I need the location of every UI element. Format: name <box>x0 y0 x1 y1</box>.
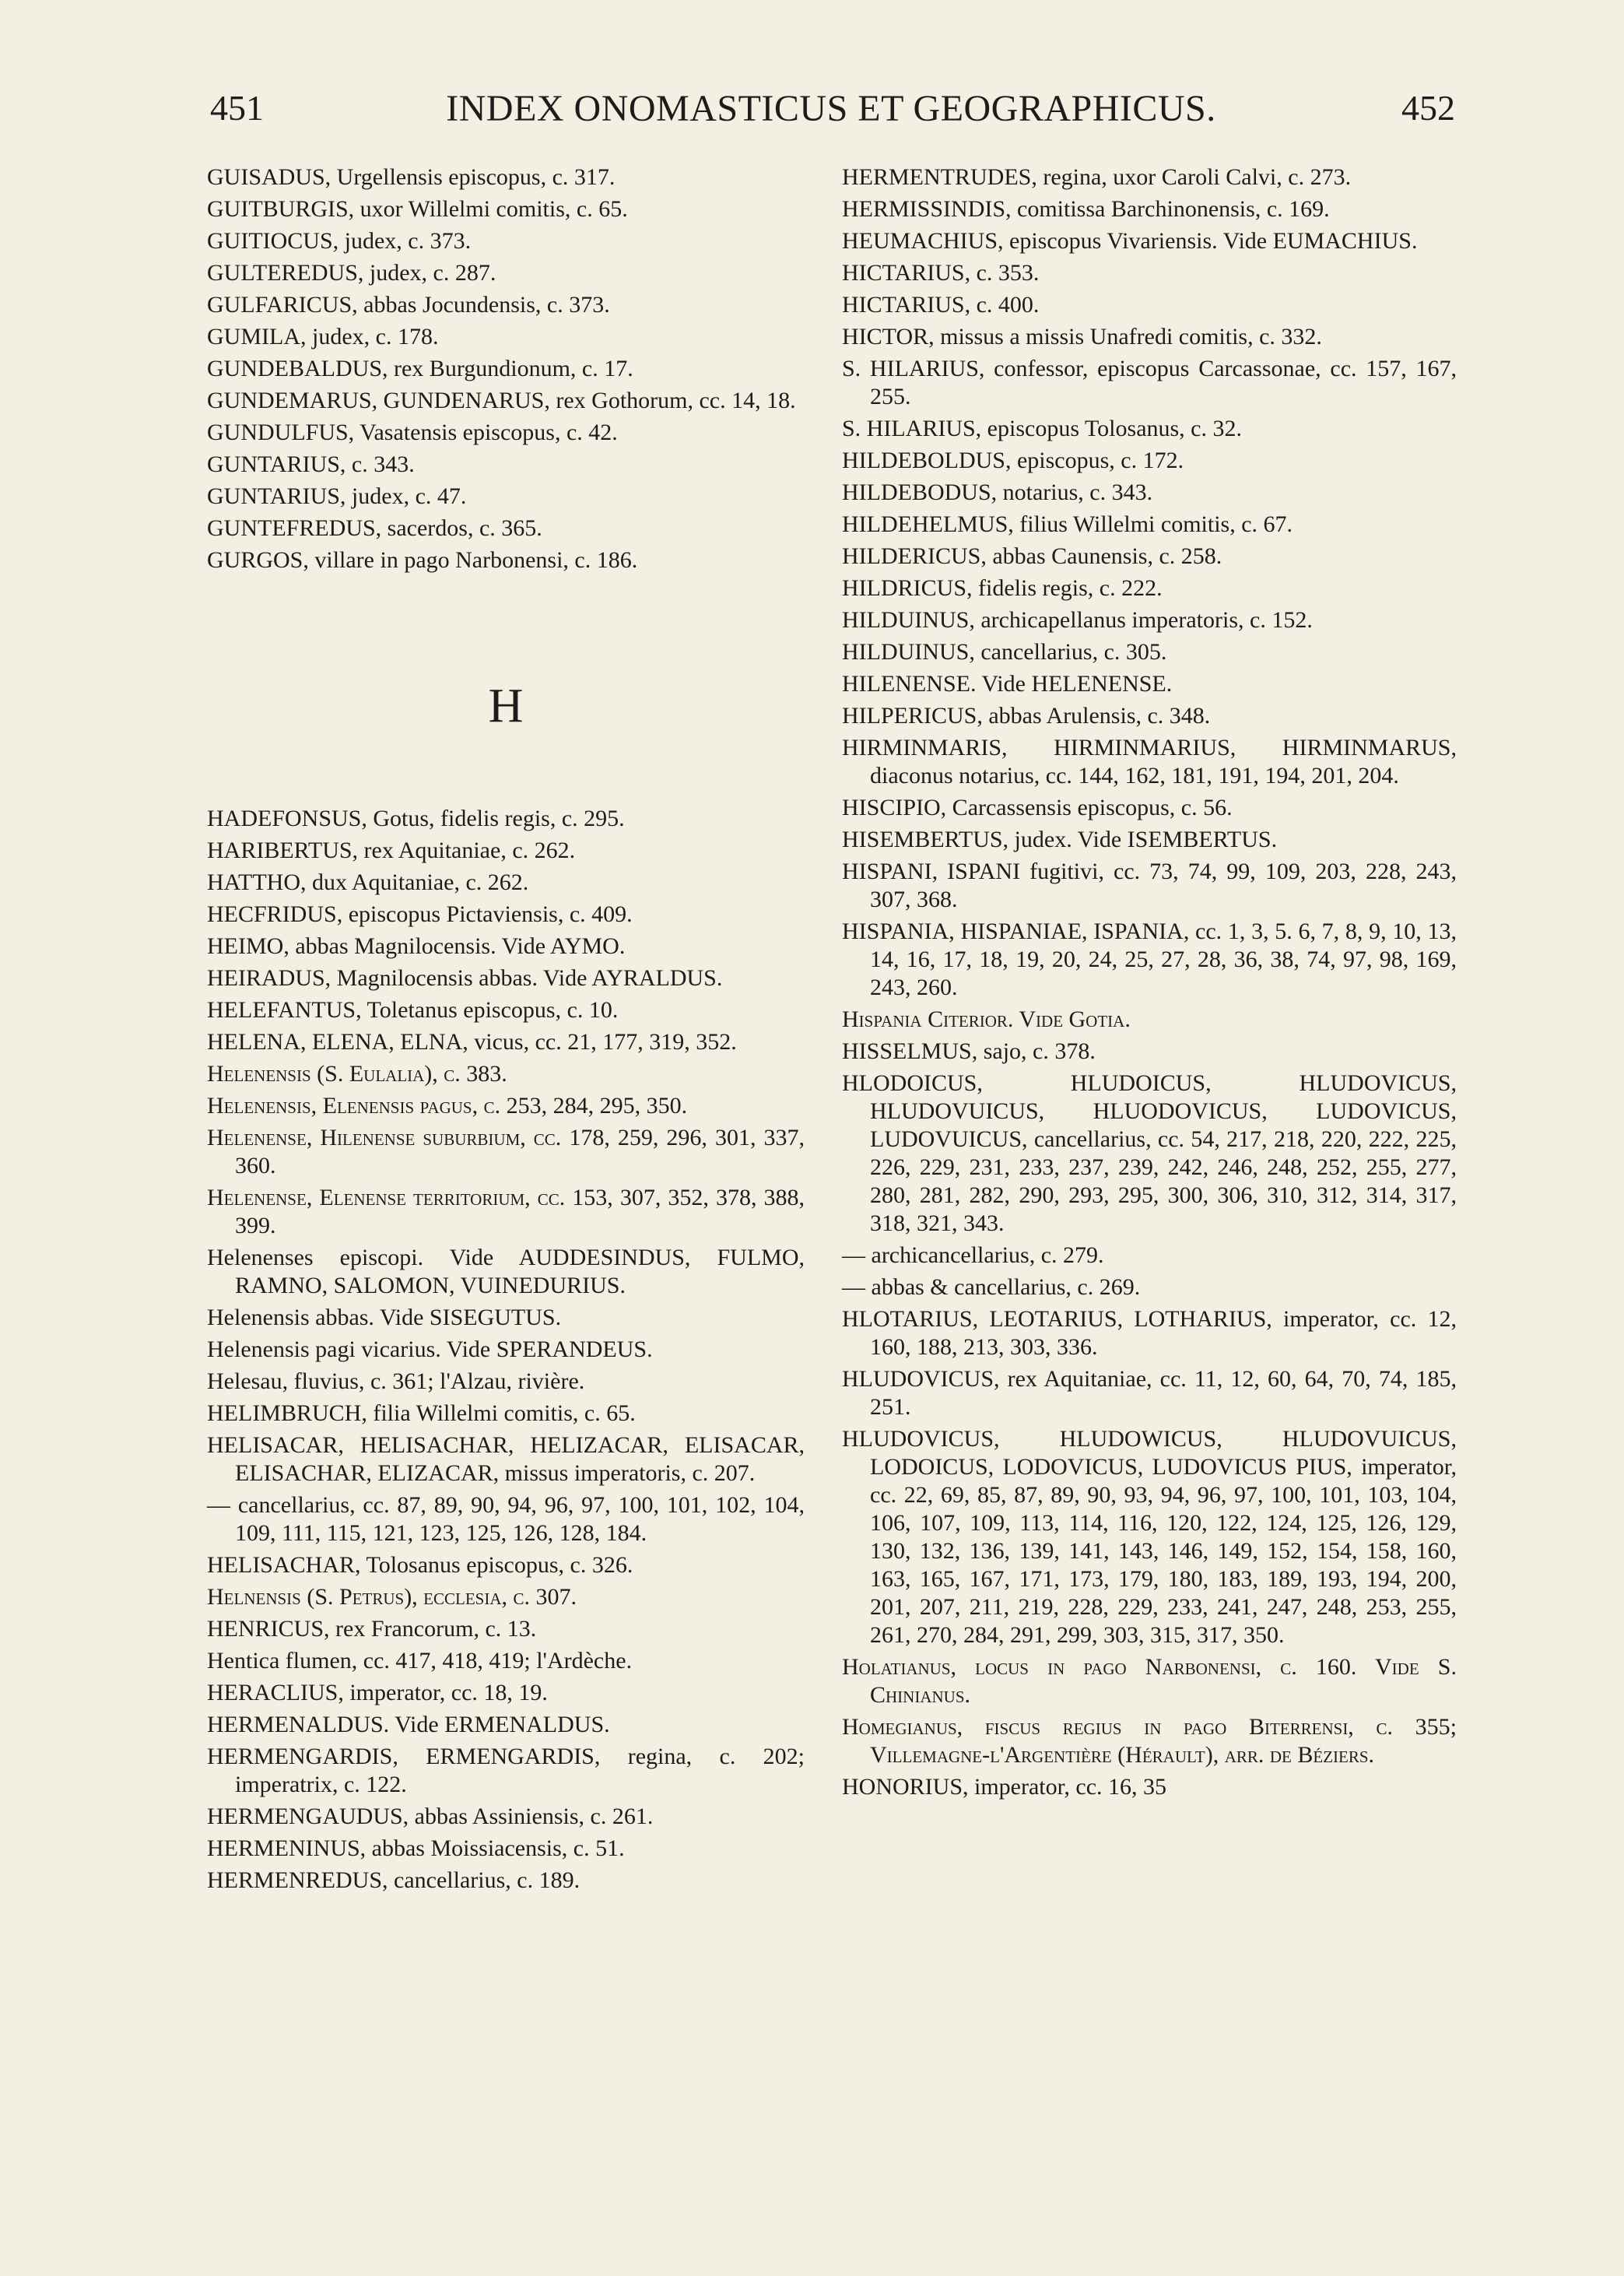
index-entry: GUNDEMARUS, GUNDENARUS, rex Gothorum, cc. 14, 18. <box>207 388 796 413</box>
left-column <box>207 163 805 1898</box>
page-number-right: 452 <box>1401 88 1455 128</box>
page-header <box>204 87 1458 134</box>
index-entry: GUNTARIUS, judex, c. 47. <box>207 483 467 509</box>
index-entry: HICTARIUS, c. 353. <box>842 260 1040 286</box>
index-entry: HELISACHAR, Tolosanus episcopus, c. 326. <box>207 1552 633 1578</box>
index-entry: HERMENTRUDES, regina, uxor Caroli Calvi, c. 273. <box>842 164 1352 190</box>
index-entry: S. HILARIUS, episcopus Tolosanus, c. 32. <box>842 416 1242 441</box>
index-entry: Helesau, fluvius, c. 361; l'Alzau, rivière. <box>207 1368 585 1394</box>
index-entry: HILPERICUS, abbas Arulensis, c. 348. <box>842 703 1211 729</box>
index-entry: HILENENSE. Vide HELENENSE. <box>842 671 1173 697</box>
index-entry: HECFRIDUS, episcopus Pictaviensis, c. 409. <box>207 901 633 927</box>
index-entry: HERMENREDUS, cancellarius, c. 189. <box>207 1867 581 1893</box>
index-entry: GUISADUS, Urgellensis episcopus, c. 317. <box>207 164 616 190</box>
index-entry: — abbas & cancellarius, c. 269. <box>842 1274 1141 1300</box>
index-entry: HILDUINUS, archicapellanus imperatoris, c. 152. <box>842 607 1313 633</box>
index-entry: Helenensis (S. Eulalia), c. 383. <box>207 1061 507 1087</box>
index-entry: HATTHO, dux Aquitaniae, c. 262. <box>207 869 529 895</box>
index-entry: Helenense, Elenense territorium, cc. 153, 307, 352, 378, 388, 399. <box>207 1185 805 1238</box>
index-entry: HERACLIUS, imperator, cc. 18, 19. <box>207 1680 548 1705</box>
index-entry: Hentica flumen, cc. 417, 418, 419; l'Ardèche. <box>207 1648 633 1674</box>
index-entry: HISSELMUS, sajo, c. 378. <box>842 1038 1096 1064</box>
index-entry: Helenensis, Elenensis pagus, c. 253, 284, 295, 350. <box>207 1093 688 1119</box>
page-number-left: 451 <box>210 88 264 128</box>
index-entry: HILDEBOLDUS, episcopus, c. 172. <box>842 448 1184 473</box>
index-entry: Helenense, Hilenense suburbium, cc. 178, 259, 296, 301, 337, 360. <box>207 1125 805 1178</box>
index-entry: — cancellarius, cc. 87, 89, 90, 94, 96, 97, 100, 101, 102, 104, 109, 111, 115, 121, 123, 125, 126, 128, 184. <box>207 1492 805 1546</box>
index-entry: — archicancellarius, c. 279. <box>842 1242 1104 1268</box>
index-entry: HERMENGARDIS, ERMENGARDIS, regina, c. 202; imperatrix, c. 122. <box>207 1744 805 1797</box>
index-entry: HISCIPIO, Carcassensis episcopus, c. 56. <box>842 795 1233 820</box>
index-entry: GUNDEBALDUS, rex Burgundionum, c. 17. <box>207 356 633 381</box>
index-entry: Helenensis abbas. Vide SISEGUTUS. <box>207 1305 562 1330</box>
index-entry: GUITIOCUS, judex, c. 373. <box>207 228 472 254</box>
index-entry: HERMENGAUDUS, abbas Assiniensis, c. 261. <box>207 1804 654 1829</box>
index-entry: HELIMBRUCH, filia Willelmi comitis, c. 65. <box>207 1400 636 1426</box>
index-entry: HELISACAR, HELISACHAR, HELIZACAR, ELISACAR, ELISACHAR, ELIZACAR, missus imperatoris, c. 207. <box>207 1432 805 1486</box>
index-entry: HEIRADUS, Magnilocensis abbas. Vide AYRALDUS. <box>207 965 723 991</box>
index-entry: GUMILA, judex, c. 178. <box>207 324 439 349</box>
index-entry: HISPANI, ISPANI fugitivi, cc. 73, 74, 99, 109, 203, 228, 243, 307, 368. <box>842 859 1457 912</box>
index-entry: HARIBERTUS, rex Aquitaniae, c. 262. <box>207 838 576 863</box>
index-entry: HILDERICUS, abbas Caunensis, c. 258. <box>842 543 1222 569</box>
index-entry: HELEFANTUS, Toletanus episcopus, c. 10. <box>207 997 619 1023</box>
index-entry: HLUDOVICUS, HLUDOWICUS, HLUDOVUICUS, LODOICUS, LODOVICUS, LUDOVICUS PIUS, imperator, cc. 22, 69, 85, 87, 89, 90, 93, 94, 96, 97, 100, 101, 103, 104, 106, 107, 109, 113, 114, 116, 120, 122, 124, 125, 126, 129, 130, 132, 136, 139, 141, 143, 146, 149, 152, 154, 158, 160, 163, 165, 167, 171, 173, 179, 180, 183, 189, 193, 194, 200, 201, 207, 211, 219, 228, 229, 233, 241, 247, 248, 253, 255, 261, 270, 284, 291, 299, 303, 315, 317, 350. <box>842 1426 1457 1648</box>
index-entry: HILDEBODUS, notarius, c. 343. <box>842 479 1153 505</box>
index-entry: HENRICUS, rex Francorum, c. 13. <box>207 1616 537 1642</box>
index-entry: HILDUINUS, cancellarius, c. 305. <box>842 639 1167 665</box>
index-entry: HLOTARIUS, LEOTARIUS, LOTHARIUS, imperator, cc. 12, 160, 188, 213, 303, 336. <box>842 1306 1457 1360</box>
index-entry: GULFARICUS, abbas Jocundensis, c. 373. <box>207 292 610 318</box>
index-entry: HONORIUS, imperator, cc. 16, 35 <box>842 1774 1167 1800</box>
index-entry: GURGOS, villare in pago Narbonensi, c. 186. <box>207 547 638 573</box>
index-entry: HISEMBERTUS, judex. Vide ISEMBERTUS. <box>842 827 1278 852</box>
index-entry: GULTEREDUS, judex, c. 287. <box>207 260 496 286</box>
index-entry: HEUMACHIUS, episcopus Vivariensis. Vide EUMACHIUS. <box>842 228 1418 254</box>
index-entry: S. HILARIUS, confessor, episcopus Carcassonae, cc. 157, 167, 255. <box>842 356 1457 409</box>
right-column <box>842 163 1457 1805</box>
index-entry: HILDEHELMUS, filius Willelmi comitis, c. 67. <box>842 511 1293 537</box>
index-entry: HISPANIA, HISPANIAE, ISPANIA, cc. 1, 3, 5. 6, 7, 8, 9, 10, 13, 14, 16, 17, 18, 19, 20, 24, 25, 27, 28, 36, 38, 74, 97, 98, 169, 243, 260. <box>842 918 1457 1000</box>
index-entry: HELENA, ELENA, ELNA, vicus, cc. 21, 177, 319, 352. <box>207 1029 737 1055</box>
index-entry: GUNTARIUS, c. 343. <box>207 451 415 477</box>
index-entry: HLODOICUS, HLUDOICUS, HLUDOVICUS, HLUDOVUICUS, HLUODOVICUS, LUDOVICUS, LUDOVUICUS, cancellarius, cc. 54, 217, 218, 220, 222, 225, 226, 229, 231, 233, 237, 239, 242, 246, 248, 252, 255, 277, 280, 281, 282, 290, 293, 295, 300, 306, 310, 312, 314, 317, 318, 321, 343. <box>842 1070 1457 1236</box>
index-entry: HADEFONSUS, Gotus, fidelis regis, c. 295. <box>207 806 625 831</box>
index-entry: HEIMO, abbas Magnilocensis. Vide AYMO. <box>207 933 626 959</box>
index-entry: Hispania Citerior. Vide Gotia. <box>842 1006 1131 1032</box>
index-entry: HICTOR, missus a missis Unafredi comitis, c. 332. <box>842 324 1322 349</box>
index-entry: Homegianus, fiscus regius in pago Biterrensi, c. 355; Villemagne-l'Argentière (Hérault), arr. de Béziers. <box>842 1714 1457 1768</box>
index-entry: Holatianus, locus in pago Narbonensi, c. 160. Vide S. Chinianus. <box>842 1654 1457 1708</box>
running-title: INDEX ONOMASTICUS ET GEOGRAPHICUS. <box>446 88 1216 129</box>
index-entry: GUNDULFUS, Vasatensis episcopus, c. 42. <box>207 420 618 445</box>
index-entry: HICTARIUS, c. 400. <box>842 292 1040 318</box>
index-entry: Helenenses episcopi. Vide AUDDESINDUS, FULMO, RAMNO, SALOMON, VUINEDURIUS. <box>207 1245 805 1298</box>
index-entry: GUNTEFREDUS, sacerdos, c. 365. <box>207 515 542 541</box>
section-letter-heading: H <box>488 680 524 732</box>
index-entry: HIRMINMARIS, HIRMINMARIUS, HIRMINMARUS, diaconus notarius, cc. 144, 162, 181, 191, 194, 201, 204. <box>842 735 1457 789</box>
index-entry: Helnensis (S. Petrus), ecclesia, c. 307. <box>207 1584 577 1610</box>
index-entry: HERMISSINDIS, comitissa Barchinonensis, c. 169. <box>842 196 1330 222</box>
index-entry: HERMENALDUS. Vide ERMENALDUS. <box>207 1712 610 1737</box>
index-entry: HILDRICUS, fidelis regis, c. 222. <box>842 575 1163 601</box>
index-entry: Helenensis pagi vicarius. Vide SPERANDEUS. <box>207 1336 653 1362</box>
index-entry: HERMENINUS, abbas Moissiacensis, c. 51. <box>207 1835 625 1861</box>
index-entry: HLUDOVICUS, rex Aquitaniae, cc. 11, 12, 60, 64, 70, 74, 185, 251. <box>842 1366 1457 1420</box>
index-entry: GUITBURGIS, uxor Willelmi comitis, c. 65. <box>207 196 628 222</box>
